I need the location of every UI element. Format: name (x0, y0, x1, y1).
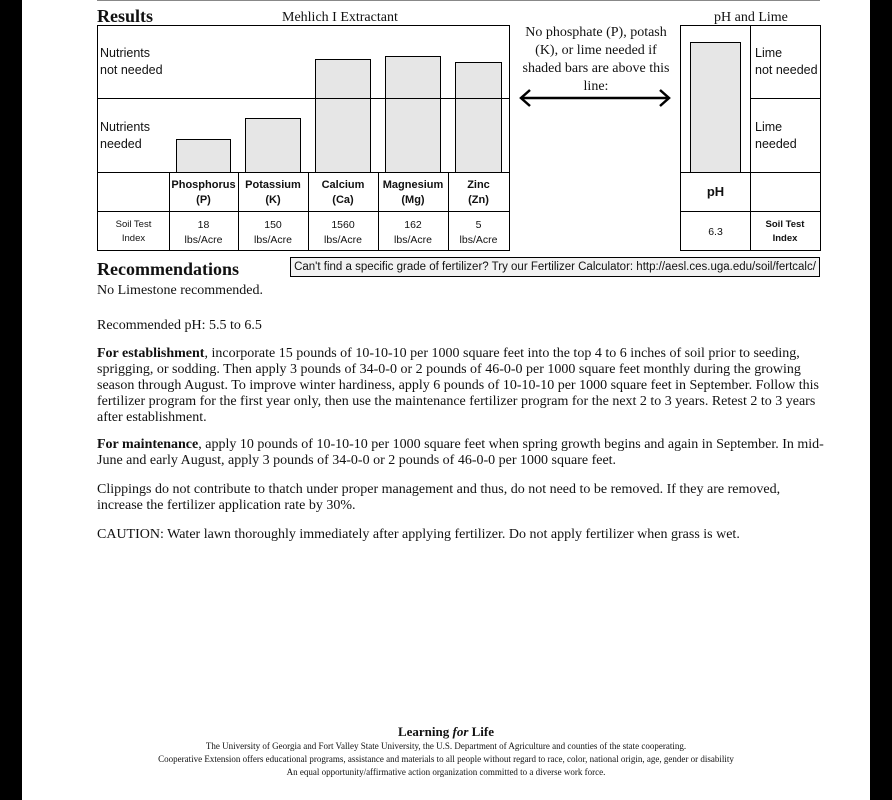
ph-lime-title: pH and Lime (714, 10, 788, 25)
nutrient-value-phosphorus: 18 lbs/Acre (184, 219, 223, 246)
soil-test-index-label: Soil Test Index (115, 219, 152, 244)
ph-label: pH (706, 184, 725, 199)
nutrient-chart (97, 25, 510, 251)
ph-value: 6.3 (708, 226, 723, 238)
ph-bar (690, 42, 741, 173)
ph-soil-test-index-label: Soil Test Index (765, 219, 805, 244)
nutrient-value-calcium: 1560 lbs/Acre (324, 219, 362, 246)
nutrient-value-zinc: 5 lbs/Acre (459, 219, 498, 246)
footer-title: Learning for Life (397, 724, 495, 739)
lime-not-needed-label: Lime not needed (755, 46, 818, 77)
threshold-line (98, 98, 509, 99)
recommendations-title: Recommendations (97, 259, 239, 279)
lime-needed-label: Lime needed (755, 120, 797, 151)
clippings-paragraph: Clippings do not contribute to thatch under proper management and thus, do not need to be removed. If they are removed, increase the fertilizer application rate by 30%. (97, 482, 781, 513)
results-title: Results (97, 6, 154, 26)
report-page (22, 0, 870, 800)
nutrient-bar-calcium (315, 59, 371, 173)
nutrients-not-needed-label: Nutrients not needed (100, 46, 163, 77)
fertilizer-calculator-link[interactable]: Can't find a specific grade of fertilizer? Try our Fertilizer Calculator: http://aesl.ces.uga.edu/soil/fertcalc/ (290, 257, 820, 277)
nutrient-name-potassium: Potassium (K) (245, 179, 301, 206)
nutrient-value-potassium: 150 lbs/Acre (254, 219, 292, 246)
ph-chart (680, 25, 821, 251)
lime-threshold-line (750, 98, 820, 99)
nutrients-needed-label: Nutrients needed (100, 120, 151, 151)
maintenance-paragraph: For maintenance, apply 10 pounds of 10-10-10 per 1000 square feet when spring growth begins and again in September. In mid-June and early August, apply 3 pounds of 34-0-0 or 2 pounds of 46-0-0 per 1000 square feet. (97, 437, 824, 468)
limestone-recommendation: No Limestone recommended. (97, 283, 264, 298)
nutrient-bar-potassium (245, 118, 301, 173)
double-arrow-icon (518, 88, 672, 108)
nutrient-name-calcium: Calcium (Ca) (321, 179, 365, 206)
recommended-ph: Recommended pH: 5.5 to 6.5 (97, 318, 262, 333)
nutrient-bar-magnesium (385, 56, 441, 173)
establishment-paragraph: For establishment, incorporate 15 pounds of 10-10-10 per 1000 square feet into the top 4 to 6 inches of soil prior to seeding, sprigging, or sodding. Then apply 3 pounds of 34-0-0 or 2 pounds of 46-0-0 per 1000 square feet monthly during the growing season through August. To improve winter hardiness, apply 6 pounds of 10-10-10 per 1000 square feet in September. Follow this fertilizer program for the first year only, then use the maintenance fertilizer program for the next 2 to 3 years. Retest 2 to 3 years after establishment. (97, 346, 819, 425)
extractant-label: Mehlich I Extractant (282, 10, 398, 25)
footer-line-2: Cooperative Extension offers educational programs, assistance and materials to all people without regard to race, color, national origin, age, gender or disability (158, 754, 734, 764)
nutrient-value-magnesium: 162 lbs/Acre (394, 219, 432, 246)
nutrient-name-zinc: Zinc (Zn) (467, 179, 490, 206)
caution-paragraph: CAUTION: Water lawn thoroughly immediately after applying fertilizer. Do not apply fertilizer when grass is wet. (97, 527, 740, 542)
footer-line-1: The University of Georgia and Fort Valley State University, the U.S. Department of Agriculture and counties of the state cooperating. (205, 741, 687, 751)
footer-line-3: An equal opportunity/affirmative action organization committed to a diverse work force. (286, 767, 606, 777)
top-rule (97, 0, 820, 1)
nutrient-name-phosphorus: Phosphorus (P) (171, 179, 236, 206)
nutrient-bar-phosphorus (176, 139, 231, 173)
threshold-note: No phosphate (P), potash (K), or lime needed if shaded bars are above this line: (522, 25, 670, 94)
nutrient-bar-zinc (455, 62, 502, 173)
nutrient-name-magnesium: Magnesium (Mg) (382, 179, 444, 206)
